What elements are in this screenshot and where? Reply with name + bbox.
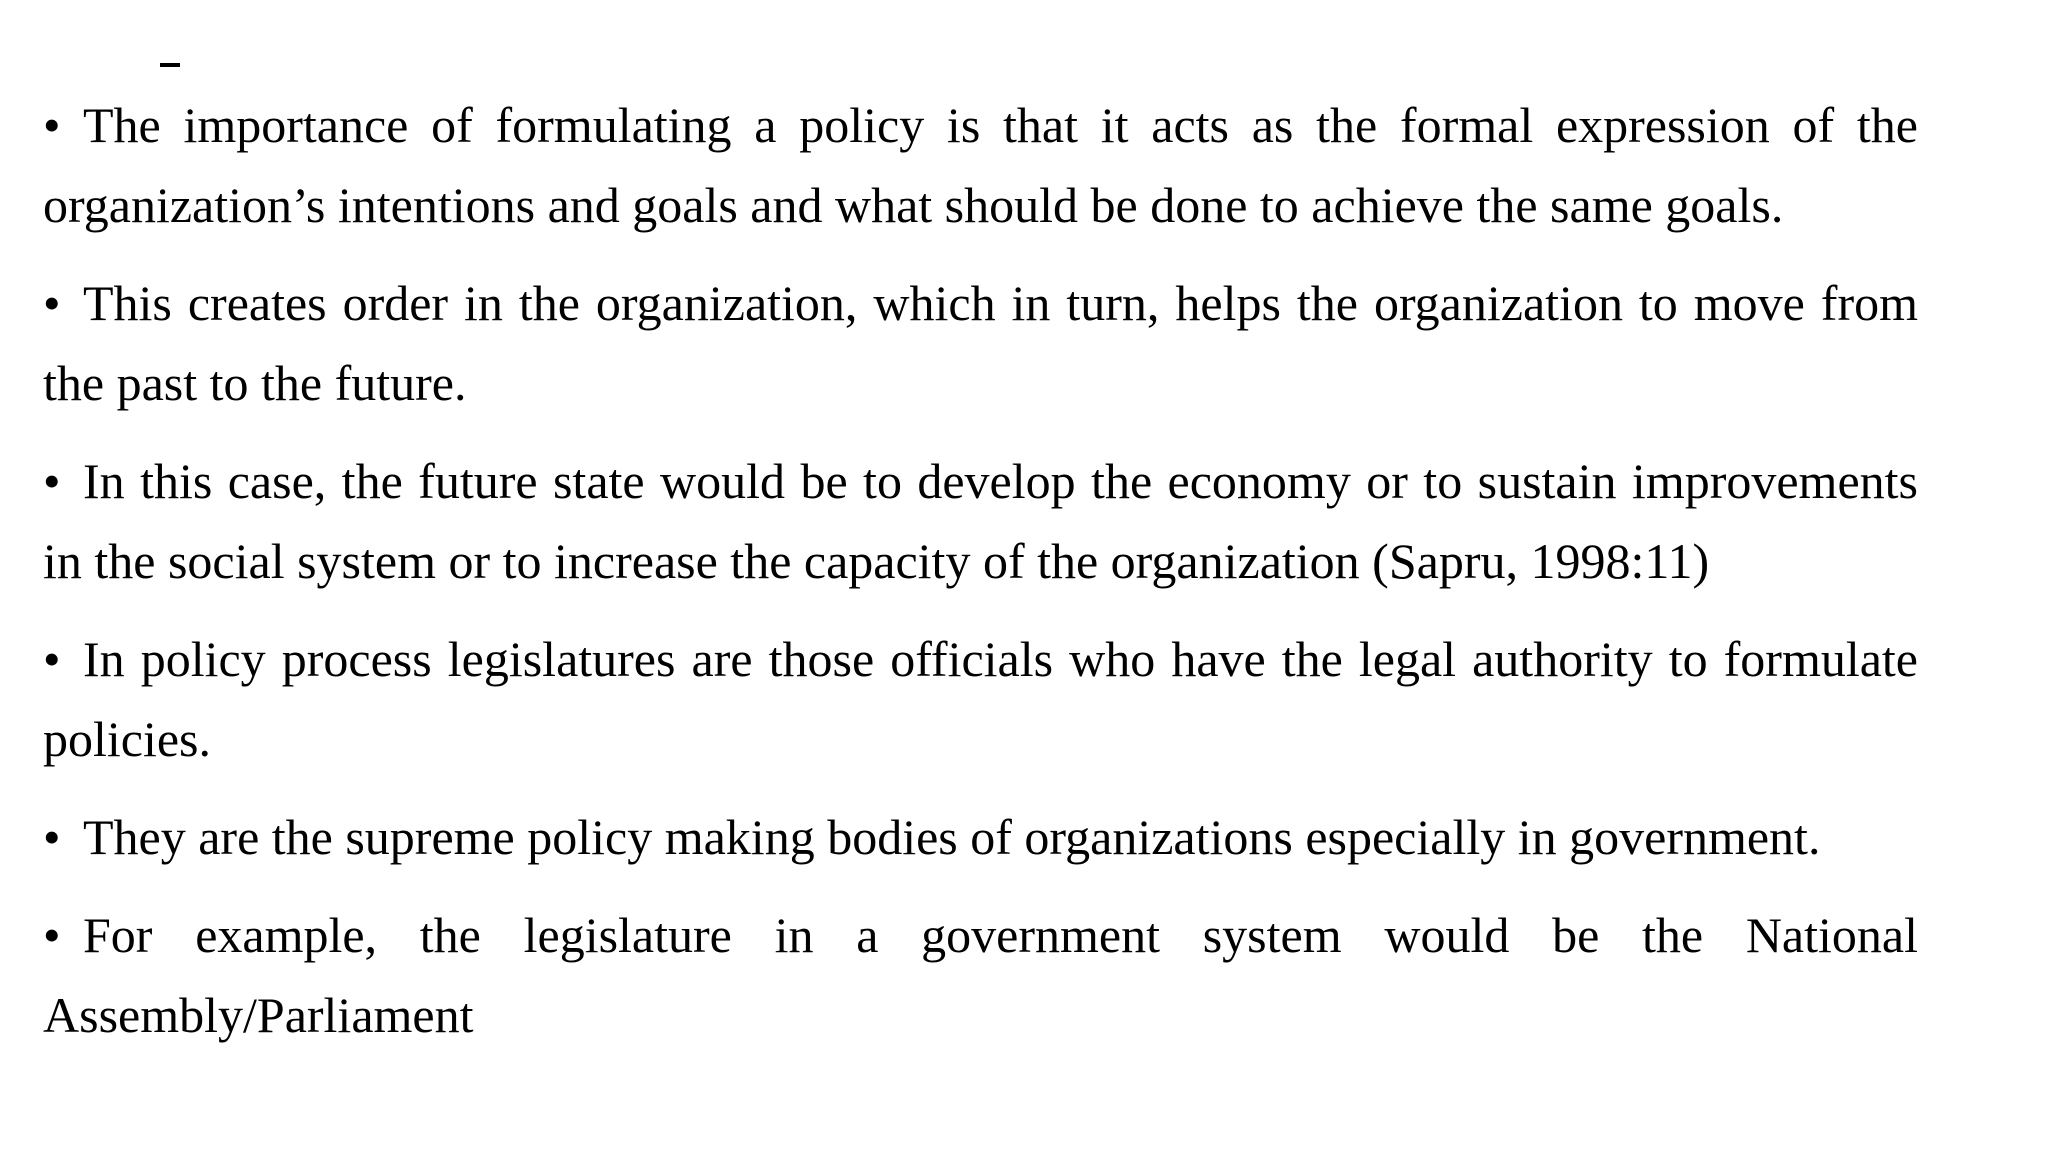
bullet-list [43,85,1918,1073]
bullet-item [43,441,1918,601]
bullet-text: The importance of formulating a policy is that it acts as the formal expression of the organization’s intentions and goals and what should be done to achieve the same goals. [43,97,1918,233]
bullet-text: In policy process legislatures are those officials who have the legal authority to formulate policies. [43,631,1918,767]
bullet-text: They are the supreme policy making bodies of organizations especially in government. [83,809,1821,865]
bullet-icon: • [43,275,61,331]
bullet-item [43,797,1918,877]
bullet-text: In this case, the future state would be to develop the economy or to sustain improvements in the social system or to increase the capacity of the organization (Sapru, 1998:11) [43,453,1918,589]
bullet-icon: • [43,631,61,687]
bullet-text: For example, the legislature in a government system would be the National Assembly/Parliament [43,907,1918,1043]
bullet-icon: • [43,453,61,509]
bullet-item [43,895,1918,1055]
bullet-item [43,619,1918,779]
bullet-text: This creates order in the organization, which in turn, helps the organization to move from the past to the future. [43,275,1918,411]
bullet-icon: • [43,907,61,963]
bullet-icon: • [43,97,61,153]
dash-mark [160,63,180,67]
bullet-item [43,263,1918,423]
bullet-item [43,85,1918,245]
bullet-icon: • [43,809,61,865]
